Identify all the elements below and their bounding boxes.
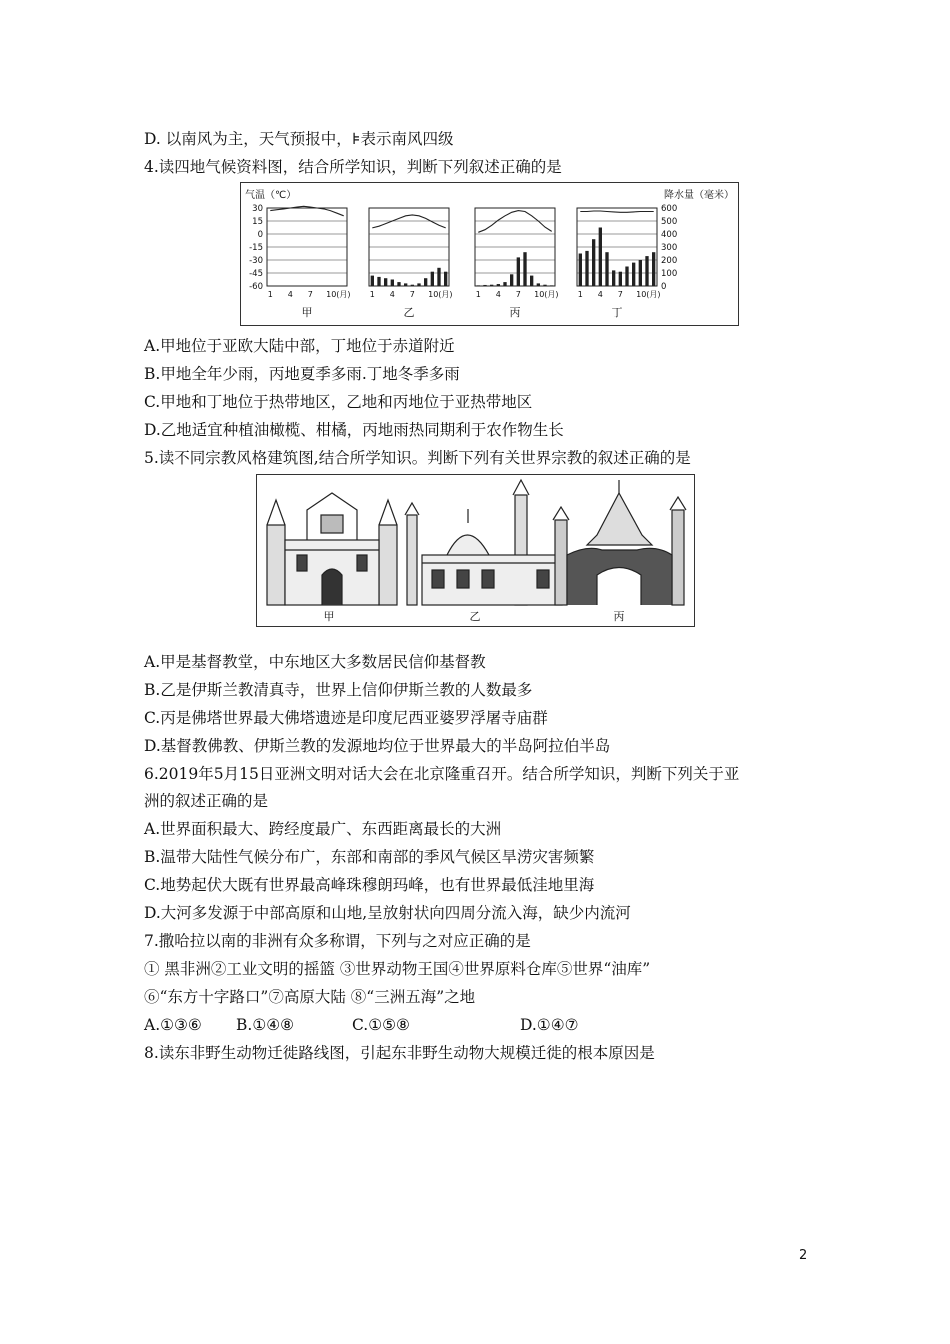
temp-line [478,211,551,233]
precip-bar [652,252,655,286]
precip-bar [612,270,615,286]
option-line: A.世界面积最大、跨经度最广、东西距离最长的大洲 [144,820,502,838]
precip-tick-label: 0 [661,282,667,292]
precip-bar [503,282,506,286]
precip-bar [397,282,400,286]
precip-bar [384,278,387,286]
precip-tick-label: 400 [661,230,678,240]
precip-tick-label: 100 [661,269,678,279]
option-c: C.①⑤⑧ [352,1016,410,1034]
question-6: 6.2019年5月15日亚洲文明对话大会在北京隆重召开。结合所学知识，判断下列关于亚 [144,765,740,783]
question-8: 8.读东非野生动物迁徙路线图，引起东非野生动物大规模迁徙的根本原因是 [144,1044,655,1062]
precip-bar [592,239,595,286]
precip-bar [599,228,602,287]
panel-label: 丁 [611,306,623,319]
precip-bar [605,252,608,286]
month-tick-label: 4 [495,290,501,299]
option-line: B.乙是伊斯兰教清真寺，世界上信仰伊斯兰教的人数最多 [144,681,533,699]
option-line: C.甲地和丁地位于热带地区，乙地和丙地位于亚热带地区 [144,393,533,411]
precip-bar [411,285,414,286]
month-tick-label: 1 [369,290,375,299]
precip-bar [483,285,486,286]
option-line: B.温带大陆性气候分布广，东部和南部的季风气候区旱涝灾害频繁 [144,848,595,866]
option-line: D. 以南风为主，天气预报中，⊧表示南风四级 [144,130,454,148]
temp-tick-label: -45 [249,269,263,279]
option-line: A.甲地位于亚欧大陆中部，丁地位于赤道附近 [144,337,455,355]
month-tick-label: 1 [577,290,583,299]
right-axis-label: 降水量（毫米） [664,190,734,201]
precip-bar [585,251,588,286]
month-tick-label: 1 [267,290,273,299]
temp-tick-label: 30 [252,204,263,214]
precip-bar [437,268,440,286]
figure-label-yi: 乙 [469,610,481,623]
pagoda-illustration [553,480,686,605]
precip-bar [537,283,540,286]
month-tick-label: 7 [307,290,313,299]
question-4: 4.读四地气候资料图，结合所学知识，判断下列叙述正确的是 [144,158,562,176]
month-tick-label: 10(月) [428,290,453,299]
precip-bar [530,276,533,286]
precip-bar [517,257,520,286]
precip-bar [510,274,513,286]
precip-bar [645,256,648,286]
temp-tick-label: -15 [249,243,263,253]
religion-buildings-illustration [257,475,694,626]
precip-bar [632,263,635,286]
month-tick-label: 10(月) [534,290,559,299]
church-illustration [267,493,397,605]
temp-tick-label: 15 [252,217,263,227]
panel-label: 乙 [403,306,415,319]
option-line: D.乙地适宜种植油橄榄、柑橘，丙地雨热同期利于农作物生长 [144,421,564,439]
option-line: A.甲是基督教堂，中东地区大多数居民信仰基督教 [144,653,486,671]
precip-tick-label: 200 [661,256,678,266]
panel-label: 甲 [301,306,313,319]
option-line: D.基督教佛教、伊斯兰教的发源地均位于世界最大的半岛阿拉伯半岛 [144,737,611,755]
precip-bar [377,277,380,286]
precip-bar [625,267,628,287]
option-line: D.大河多发源于中部高原和山地,呈放射状向四周分流入海，缺少内流河 [144,904,631,922]
precip-bar [444,272,447,286]
month-tick-label: 7 [515,290,521,299]
precip-bar [619,272,622,286]
option-a: A.①③⑥ [144,1016,202,1034]
religion-buildings-figure [256,474,695,627]
temp-line [372,215,445,228]
mosque-illustration [405,480,562,605]
climate-chart [241,183,738,325]
option-line: C.地势起伏大既有世界最高峰珠穆朗玛峰，也有世界最低洼地里海 [144,876,595,894]
precip-bar [639,260,642,286]
month-tick-label: 4 [597,290,603,299]
precip-bar [417,283,420,286]
month-tick-label: 4 [389,290,395,299]
precip-bar [431,272,434,286]
precip-bar [497,284,500,286]
option-line: ① 黑非洲②工业文明的摇篮 ③世界动物王国④世界原料仓库⑤世界“油库” [144,960,651,978]
precip-bar [523,252,526,286]
precip-tick-label: 600 [661,204,678,214]
option-d: D.①④⑦ [520,1016,579,1034]
precip-tick-label: 500 [661,217,678,227]
option-line: C.丙是佛塔世界最大佛塔遗迹是印度尼西亚婆罗浮屠寺庙群 [144,709,548,727]
month-tick-label: 10(月) [326,290,351,299]
option-b: B.①④⑧ [236,1016,295,1034]
left-axis-label: 气温（℃） [245,190,297,201]
climate-chart-figure [240,182,739,326]
month-tick-label: 7 [409,290,415,299]
question-5: 5.读不同宗教风格建筑图,结合所学知识。判断下列有关世界宗教的叙述正确的是 [144,449,691,467]
temp-tick-label: 0 [257,230,263,240]
option-line: ⑥“东方十字路口”⑦高原大陆 ⑧“三洲五海”之地 [144,988,476,1006]
figure-label-jia: 甲 [323,610,335,623]
precip-bar [424,278,427,286]
question-7: 7.撒哈拉以南的非洲有众多称谓，下列与之对应正确的是 [144,932,531,950]
precip-bar [477,285,480,286]
temp-tick-label: -60 [249,282,263,292]
precip-tick-label: 300 [661,243,678,253]
option-line: B.甲地全年少雨，丙地夏季多雨.丁地冬季多雨 [144,365,460,383]
precip-bar [404,283,407,286]
figure-label-bing: 丙 [613,610,625,623]
month-tick-label: 4 [287,290,293,299]
month-tick-label: 7 [617,290,623,299]
precip-bar [543,285,546,286]
precip-bar [371,276,374,286]
temp-line [580,211,653,212]
page-number: 2 [799,1248,808,1263]
precip-bar [550,285,553,286]
question-6-cont: 洲的叙述正确的是 [144,792,269,810]
month-tick-label: 10(月) [636,290,661,299]
temp-tick-label: -30 [249,256,263,266]
panel-label: 丙 [509,306,521,319]
precip-bar [490,285,493,286]
precip-bar [391,280,394,287]
month-tick-label: 1 [475,290,481,299]
precip-bar [579,254,582,287]
